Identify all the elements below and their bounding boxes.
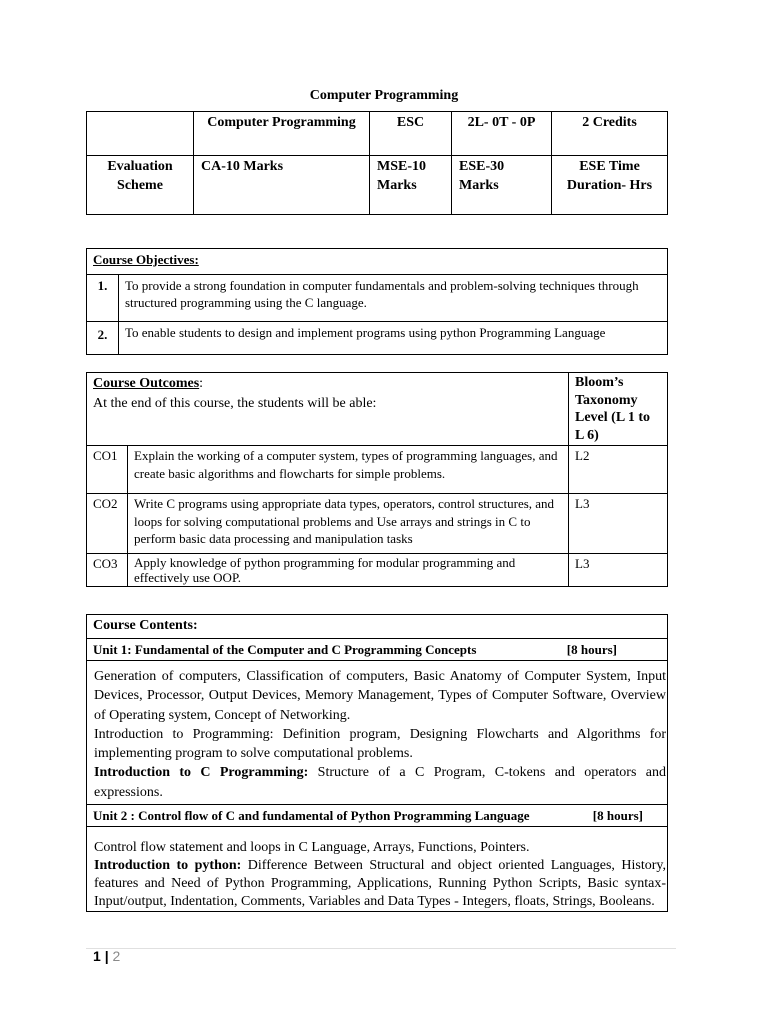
evaluation-scheme-label: Evaluation Scheme <box>87 156 194 215</box>
page-separator: | <box>104 948 109 964</box>
outcome-code: CO3 <box>87 554 128 587</box>
course-header-table <box>86 111 668 215</box>
page-title: Computer Programming <box>309 88 459 103</box>
unit-2-bold-label: Introduction to python: <box>94 858 242 874</box>
header-ltp: 2L- 0T - 0P <box>452 112 552 156</box>
outcome-text: Apply knowledge of python programming for modular programming and effectively use OOP. <box>128 554 569 587</box>
outcomes-heading: Course Outcomes <box>93 376 200 391</box>
course-outcomes-table <box>86 372 668 587</box>
page-number <box>93 948 120 964</box>
unit-1-content <box>87 661 668 805</box>
header-category: ESC <box>370 112 452 156</box>
objective-number: 1. <box>87 275 119 322</box>
outcomes-heading-colon: : <box>199 376 204 391</box>
unit-2-paragraph: Control flow statement and loops in C Language, Arrays, Functions, Pointers. <box>94 840 530 856</box>
ese-marks: ESE-30 Marks <box>452 156 552 215</box>
unit-1-bold-label: Introduction to C Programming: <box>94 765 309 781</box>
outcome-code: CO1 <box>87 446 128 494</box>
header-credits: 2 Credits <box>552 112 668 156</box>
outcome-level: L3 <box>569 494 668 554</box>
outcomes-subheading: At the end of this course, the students will be able: <box>93 396 377 411</box>
unit-1-paragraph <box>94 763 666 802</box>
contents-heading: Course Contents: <box>87 615 668 639</box>
unit-1-paragraph-text: Structure of a C Program, C-tokens and operators and expressions. <box>94 765 666 800</box>
outcome-level: L3 <box>569 554 668 587</box>
objectives-heading: Course Objectives: <box>93 252 199 267</box>
unit-2-hours: [8 hours] <box>592 808 643 824</box>
outcome-text: Explain the working of a computer system, types of programming languages, and create basic algorithms and flowcharts for simple problems. <box>128 446 569 494</box>
unit-2-paragraph-text: Difference Between Structural and object oriented Languages, History, features and Need of Python Programming, Applications, Running Python Scripts, Basic syntax- Input/output, Indentation, Comments, Variables and Data Types - Integers, floats, Strings, Booleans. <box>94 858 666 910</box>
unit-2-header <box>87 805 668 827</box>
objective-text: To enable students to design and implement programs using python Programming Language <box>119 322 668 355</box>
course-objectives-table <box>86 248 668 355</box>
header-cell-empty <box>87 112 194 156</box>
outcome-level: L2 <box>569 446 668 494</box>
unit-2-title: Unit 2 : Control flow of C and fundamental of Python Programming Language <box>93 808 530 824</box>
course-contents-table <box>86 614 668 912</box>
ca-marks: CA-10 Marks <box>194 156 370 215</box>
footer-divider <box>86 948 676 949</box>
current-page: 1 <box>93 948 101 964</box>
unit-1-hours: [8 hours] <box>566 642 617 657</box>
unit-2-content <box>87 827 668 912</box>
header-course-name: Computer Programming <box>194 112 370 156</box>
objective-text: To provide a strong foundation in computer fundamentals and problem-solving techniques through structured programming using the C language. <box>119 275 668 322</box>
bloom-level-header: Bloom’s Taxonomy Level (L 1 to L 6) <box>569 373 668 446</box>
unit-1-title: Unit 1: Fundamental of the Computer and C Programming Concepts <box>93 642 477 657</box>
unit-1-paragraph: Generation of computers, Classification of computers, Basic Anatomy of Computer System, Input Devices, Processor, Output Devices, Memory Management, Types of Computer Software, Overview of Operating system, Concept of Networking. <box>94 669 666 723</box>
objective-number: 2. <box>87 322 119 355</box>
unit-1-paragraph: Introduction to Programming: Definition program, Designing Flowcharts and Algorithms for implementing program to solve computational problems. <box>94 726 666 762</box>
outcome-text: Write C programs using appropriate data types, operators, control structures, and loops for solving computational problems and Use arrays and strings in C to perform basic data processing and manipulation tasks <box>128 494 569 554</box>
mse-marks: MSE-10 Marks <box>370 156 452 215</box>
unit-2-paragraph <box>94 857 666 911</box>
outcome-code: CO2 <box>87 494 128 554</box>
ese-duration: ESE Time Duration- Hrs <box>552 156 668 215</box>
unit-1-header <box>87 639 668 661</box>
total-pages: 2 <box>112 948 121 964</box>
